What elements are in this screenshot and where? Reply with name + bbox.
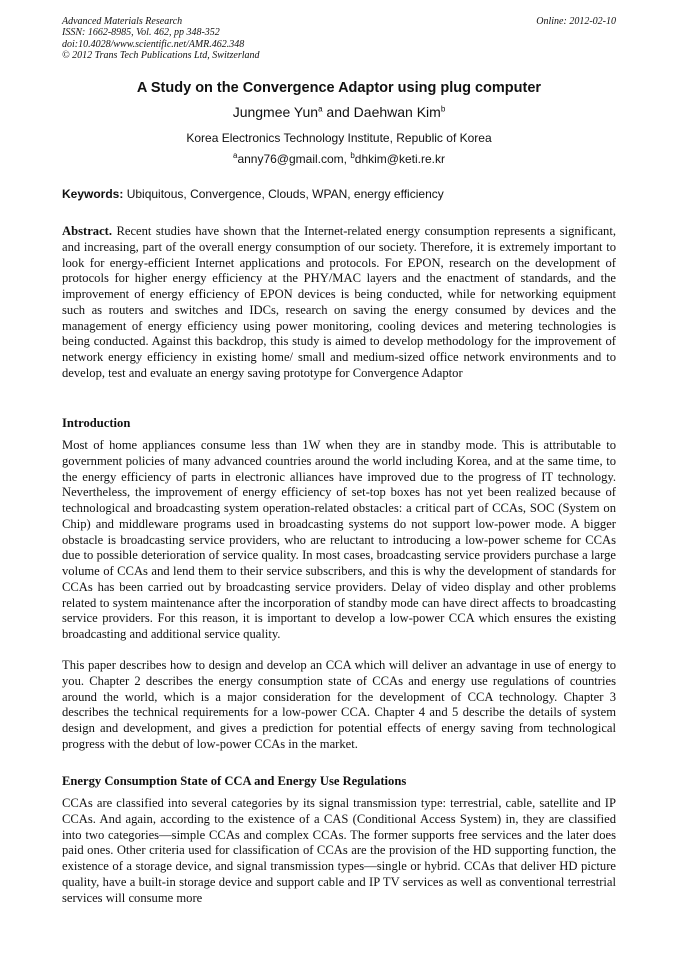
issn-line: ISSN: 1662-8985, Vol. 462, pp 348-352	[62, 27, 220, 39]
author-conjunction: and	[322, 104, 354, 120]
online-date: Online: 2012-02-10	[536, 16, 616, 27]
doi-line: doi:10.4028/www.scientific.net/AMR.462.348	[62, 38, 245, 50]
author-affil-mark: b	[440, 104, 446, 114]
email-affil-mark: b	[350, 151, 355, 160]
abstract-label: Abstract.	[62, 224, 113, 238]
journal-name: Advanced Materials Research	[62, 16, 183, 27]
affiliation: Korea Electronics Technology Institute, Republic of Korea	[186, 131, 492, 145]
body-paragraph: Most of home appliances consume less than 1W when they are in standby mode. This is attributable to government policies of many advanced countries around the world including Korea, and at the same time, to the energy efficiency of parts in electronic alliances have improved due to the progress of IT technology. Nevertheless, the improvement of energy efficiency of set-top boxes has not yet been realized because of technological and broadcasting system operation-related obstacles: a critical part of CCAs, SOC (System on Chip) and middleware programs used in broadcasting systems do not support low-power mode. A bigger obstacle is broadcasting service providers, who are reluctant to introducing a low-power scheme for CCAs due to possible deterioration of service quality. In most cases, broadcasting service providers purchase a large volume of CCAs and lend them to their service subscribers, and this is why the development of standards for CCAs has been carried out by broadcasting service providers. Delay of video display and other problems related to system maintenance after the incorporation of standby mode can have direct affects to broadcasting service providers. For this reason, it is important to develop a low-power CCA which ensures the existing broadcasting and additional service quality.	[62, 438, 616, 641]
section-heading-energy-consumption: Energy Consumption State of CCA and Energy Use Regulations	[62, 774, 407, 788]
email-affil-mark: a	[232, 151, 238, 160]
author-name: Jungmee Yun	[232, 104, 319, 120]
author-email: dhkim@keti.re.kr	[354, 152, 445, 166]
author-emails	[62, 152, 616, 166]
author-email: anny76@gmail.com	[237, 152, 344, 166]
copyright-line: © 2012 Trans Tech Publications Ltd, Switzerland	[62, 49, 260, 61]
abstract	[62, 224, 616, 382]
author-list	[62, 104, 616, 120]
keywords	[62, 187, 616, 201]
abstract-text: Recent studies have shown that the Internet-related energy consumption represents a significant, and increasing, part of the overall energy consumption of our society. Therefore, it is extremely important to look for energy-efficient Internet applications and protocols. For EPON, research on the development of protocols for higher energy efficiency at the PHY/MAC layers and the enactment of standards, and the improvement of energy efficiency of EPON devices is being conducted, while for networking equipment such as routers and switches and IDCs, research on saving the energy consumed by devices and the management of energy efficiency using power monitoring, cooling devices and metering technologies is being conducted. Against this backdrop, this study is aimed to develop methodology for the improvement of network energy efficiency in existing home/ small and medium-sized office network environments and to develop, test and evaluate an energy saving prototype for Convergence Adaptor	[62, 224, 616, 380]
section-heading-introduction: Introduction	[62, 416, 131, 430]
author-name: Daehwan Kim	[353, 104, 441, 120]
email-separator: ,	[343, 152, 351, 166]
paper-title: A Study on the Convergence Adaptor using plug computer	[136, 80, 542, 96]
keywords-label: Keywords:	[62, 187, 124, 201]
keywords-text: Ubiquitous, Convergence, Clouds, WPAN, energy efficiency	[123, 187, 444, 201]
body-paragraph: This paper describes how to design and develop an CCA which will deliver an advantage in use of energy to you. Chapter 2 describes the energy consumption state of CCAs and energy use regulations of countries around the world, which is a major consideration for the development of CCA technology. Chapter 3 describes the technical requirements for a low-power CCA. Chapter 4 and 5 describe the details of system design and development, and gives a prediction for potential effects of energy saving from technological progress with the debut of low-power CCAs in the market.	[62, 658, 616, 751]
author-affil-mark: a	[318, 104, 323, 114]
journal-header	[62, 16, 616, 61]
body-paragraph: CCAs are classified into several categories by its signal transmission type: terrestrial, cable, satellite and IP CCAs. And again, according to the existence of a CAS (Conditional Access System) in, they are classified into two categories—simple CCAs and complex CCAs. The former supports free services and the later does paid ones. Other criteria used for classification of CCAs are the provision of the HD supporting function, the existence of a storage device, and signal transmission types—single or hybrid. CCAs that deliver HD picture quality, have a built-in storage device and support cable and IP TV services as well as conventional terrestrial services will consume more	[62, 796, 616, 905]
